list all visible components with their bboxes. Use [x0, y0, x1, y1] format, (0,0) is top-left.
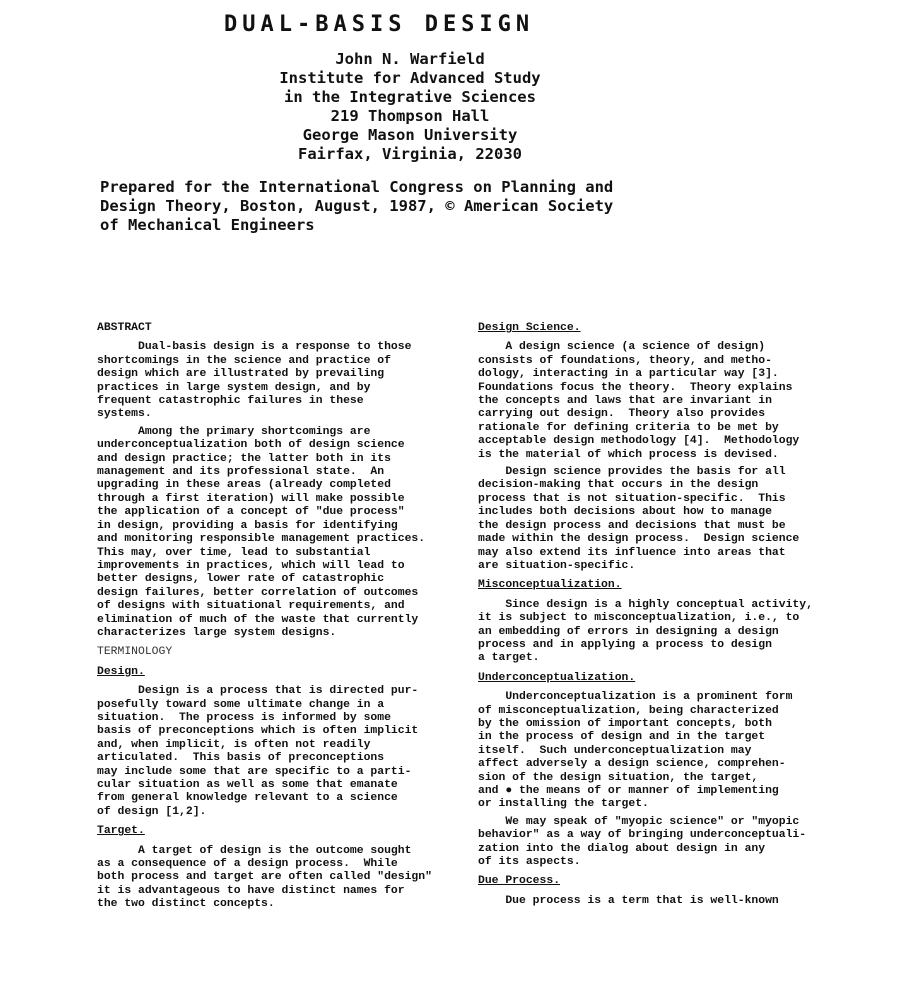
text-line: the application of a concept of "due process" [97, 506, 405, 519]
text-line: of design [1,2]. [97, 805, 207, 818]
text-line: affect adversely a design science, comprehen- [478, 758, 786, 771]
text-line: zation into the dialog about design in any [478, 842, 766, 855]
author-affiliation: Institute for Advanced Study [279, 69, 541, 87]
target-heading: Target. [97, 825, 145, 838]
design-heading: Design. [97, 665, 145, 678]
text-line: and monitoring responsible management practices. [97, 533, 426, 546]
author-affiliation: in the Integrative Sciences [284, 88, 536, 106]
text-line: underconceptualization both of design science [97, 439, 405, 452]
text-line: decision-making that occurs in the design [478, 479, 759, 492]
design-science-paragraph-2 [478, 466, 848, 573]
text-line: made within the design process. Design science [478, 533, 800, 546]
text-line: sion of the design situation, the target, [478, 771, 759, 784]
text-line: We may speak of "myopic science" or "myopic [478, 815, 800, 828]
text-line: Design science provides the basis for all [478, 466, 786, 479]
terminology-heading: TERMINOLOGY [97, 646, 173, 659]
text-line: practices in large system design, and by [97, 381, 371, 394]
text-line: better designs, lower rate of catastrophic [97, 573, 385, 586]
text-line: process that is not situation-specific. This [478, 492, 786, 505]
paper-title: DUAL-BASIS DESIGN [224, 12, 535, 37]
text-line: basis of preconceptions which is often implicit [97, 725, 419, 738]
abstract-heading: ABSTRACT [97, 322, 152, 334]
text-line: an embedding of errors in designing a design [478, 625, 779, 638]
text-line: Dual-basis design is a response to those [97, 341, 412, 354]
text-line: management and its professional state. An [97, 466, 385, 479]
text-line: This may, over time, lead to substantial [97, 546, 371, 559]
text-line: may include some that are specific to a parti- [97, 765, 412, 778]
text-line: frequent catastrophic failures in these [97, 395, 364, 408]
text-line: A design science (a science of design) [478, 341, 766, 354]
author-university: George Mason University [302, 126, 518, 144]
abstract-paragraph-1 [97, 341, 477, 421]
text-line: as a consequence of a design process. While [97, 858, 398, 871]
right-column [478, 322, 848, 912]
text-line: carrying out design. Theory also provides [478, 408, 766, 421]
text-line: of misconceptualization, being characterized [478, 704, 779, 717]
design-paragraph [97, 685, 477, 819]
text-line: the design process and decisions that must be [478, 519, 786, 532]
text-line: it is advantageous to have distinct names for [97, 884, 405, 897]
left-column [97, 322, 477, 916]
text-line: process and in applying a process to design [478, 638, 772, 651]
text-line: in design, providing a basis for identifying [97, 519, 398, 532]
text-line: itself. Such underconceptualization may [478, 744, 752, 757]
due-process-paragraph [478, 895, 848, 908]
author-block [180, 50, 640, 164]
text-line: situation. The process is informed by some [97, 711, 391, 724]
design-science-heading: Design Science. [478, 322, 581, 334]
target-paragraph [97, 845, 477, 912]
text-line: a target. [478, 652, 540, 665]
author-city: Fairfax, Virginia, 22030 [298, 145, 522, 163]
misconceptualization-paragraph [478, 599, 848, 666]
text-line: design failures, better correlation of outcomes [97, 586, 419, 599]
text-line: Since design is a highly conceptual activity, [478, 598, 813, 611]
text-line: the two distinct concepts. [97, 898, 275, 911]
text-line: upgrading in these areas (already completed [97, 479, 391, 492]
myopic-paragraph [478, 816, 848, 870]
text-line: A target of design is the outcome sought [97, 844, 412, 857]
text-line: consists of foundations, theory, and metho- [478, 354, 772, 367]
text-line: Design is a process that is directed pur- [97, 685, 419, 698]
prepared-line: Design Theory, Boston, August, 1987, © American Society [100, 197, 614, 215]
text-line: and design practice; the latter both in its [97, 452, 391, 465]
underconceptualization-heading: Underconceptualization. [478, 671, 636, 684]
text-line: elimination of much of the waste that currently [97, 613, 419, 626]
prepared-line: Prepared for the International Congress on Planning and [100, 178, 614, 196]
text-line: of designs with situational requirements, and [97, 600, 405, 613]
design-science-paragraph-1 [478, 341, 848, 462]
text-line: by the omission of important concepts, both [478, 717, 772, 730]
underconceptualization-paragraph [478, 691, 848, 812]
text-line: design which are illustrated by prevailing [97, 368, 385, 381]
text-line: systems. [97, 408, 152, 421]
text-line: shortcomings in the science and practice of [97, 354, 391, 367]
text-line: articulated. This basis of preconceptions [97, 752, 385, 765]
text-line: improvements in practices, which will lead to [97, 559, 405, 572]
misconceptualization-heading: Misconceptualization. [478, 579, 622, 592]
text-line: or installing the target. [478, 798, 649, 811]
text-line: and, when implicit, is often not readily [97, 738, 371, 751]
text-line: Underconceptualization is a prominent form [478, 691, 793, 704]
text-line: may also extend its influence into areas that [478, 546, 786, 559]
text-line: behavior" as a way of bringing underconceptuali- [478, 829, 807, 842]
text-line: cular situation as well as some that emanate [97, 779, 398, 791]
author-name: John N. Warfield [335, 50, 485, 68]
text-line: rationale for defining criteria to be met by [478, 421, 779, 434]
text-line: characterizes large system designs. [97, 626, 337, 639]
text-line: of its aspects. [478, 856, 581, 869]
text-line: posefully toward some ultimate change in a [97, 698, 385, 711]
text-line: both process and target are often called "design" [97, 871, 432, 884]
text-line: it is subject to misconceptualization, i.e., to [478, 612, 800, 625]
text-line: Among the primary shortcomings are [97, 425, 371, 438]
text-line: is the material of which process is devised. [478, 448, 779, 461]
text-line: from general knowledge relevant to a science [97, 792, 398, 805]
text-line: acceptable design methodology [4]. Methodology [478, 435, 800, 448]
abstract-paragraph-2 [97, 426, 477, 641]
text-line: in the process of design and in the target [478, 731, 766, 744]
text-line: dology, interacting in a particular way [3]. [478, 368, 779, 381]
prepared-line: of Mechanical Engineers [100, 216, 315, 234]
due-process-heading: Due Process. [478, 875, 561, 888]
text-line: and ● the means of or manner of implementing [478, 785, 779, 797]
author-address: 219 Thompson Hall [330, 107, 490, 125]
prepared-note [100, 178, 760, 235]
text-line: through a first iteration) will make possible [97, 492, 405, 505]
text-line: the concepts and laws that are invariant in [478, 395, 772, 408]
text-line: Foundations focus the theory. Theory explains [478, 381, 793, 394]
text-line: are situation-specific. [478, 559, 636, 572]
text-line: includes both decisions about how to manage [478, 506, 772, 519]
text-line: Due process is a term that is well-known [478, 894, 779, 907]
